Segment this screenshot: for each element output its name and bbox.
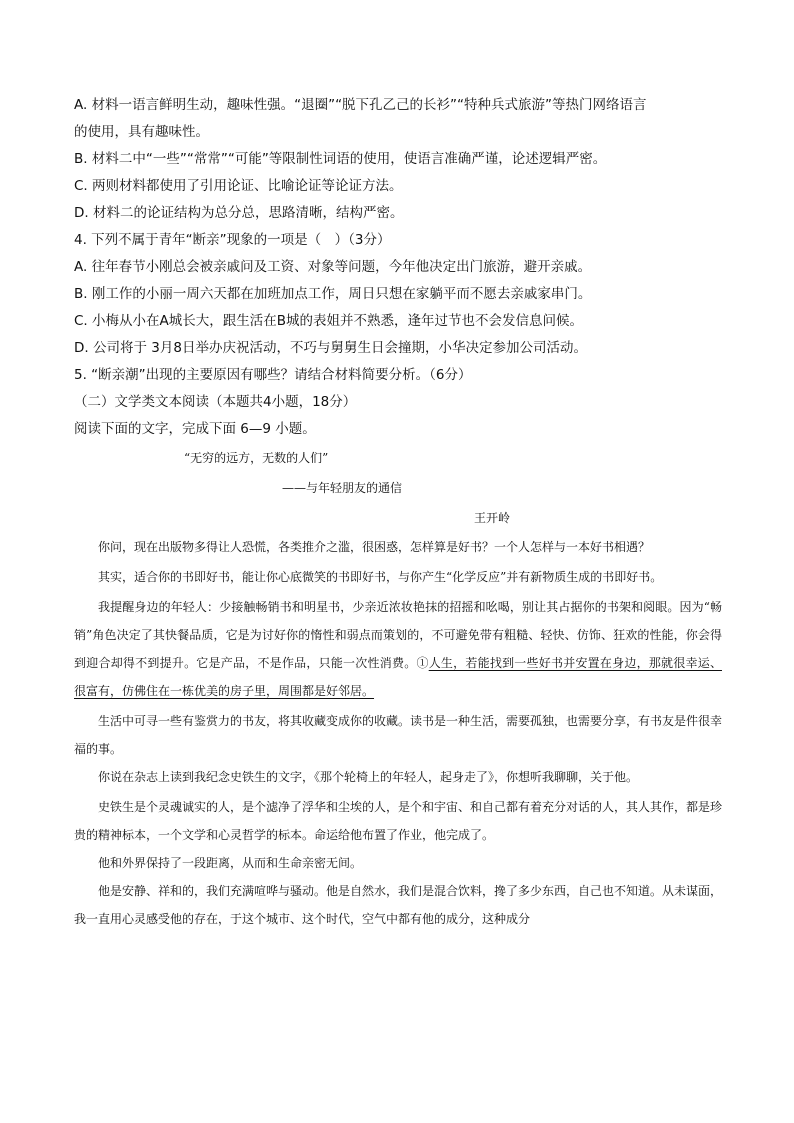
- article-header: [74, 443, 722, 533]
- underlined-sentence: 人生，若能找到一些好书并安置在身边，那就很幸运、很富有，仿佛住在一栋优美的房子里，周围都是好邻居。: [74, 656, 722, 698]
- sentence-marker: ①: [416, 656, 429, 670]
- paragraph-2: 其实，适合你的书即好书，能让你心底微笑的书即好书，与你产生“化学反应”并有新物质生成的书即好书。: [98, 570, 663, 584]
- q3-option-a-line1: A. 材料一语言鲜明生动，趣味性强。“退圈”“脱下孔乙己的长衫”“特种兵式旅游”等热门网络语言: [74, 97, 647, 113]
- q3-option-a-line2: 的使用，具有趣味性。: [74, 124, 209, 140]
- paragraph-6: 史铁生是个灵魂诚实的人，是个滤净了浮华和尘埃的人，是个和宇宙、和自己都有着充分对话的人，其人其作，都是珍贵的精神标本，一个文学和心灵哲学的标本。命运给他布置了作业，他完成了。: [74, 800, 723, 842]
- article-author: 王开岭: [474, 511, 511, 525]
- q5-stem: 5. “断亲潮”出现的主要原因有哪些？请结合材料简要分析。（6分）: [74, 367, 472, 383]
- q4-option-a: A. 往年春节小刚总会被亲戚问及工资、对象等问题，今年他决定出门旅游，避开亲戚。: [74, 259, 592, 275]
- q3-option-d: D. 材料二的论证结构为总分总，思路清晰，结构严密。: [74, 205, 404, 221]
- q3-option-b: B. 材料二中“一些”“常常”“可能”等限制性词语的使用，使语言准确严谨，论述逻辑严密。: [74, 151, 607, 167]
- q3-option-c: C. 两则材料都使用了引用论证、比喻论证等论证方法。: [74, 178, 403, 194]
- article-body: [74, 533, 722, 933]
- paragraph-4: 生活中可寻一些有鉴赏力的书友，将其收藏变成你的收藏。读书是一种生活，需要孤独，也需要分享，有书友是件很幸福的事。: [74, 714, 723, 756]
- article-subtitle: ——与年轻朋友的通信: [282, 481, 403, 495]
- q4-option-d: D. 公司将于 3月8日举办庆祝活动，不巧与舅舅生日会撞期，小华决定参加公司活动。: [74, 340, 587, 356]
- paragraph-5: 你说在杂志上读到我纪念史铁生的文字，《那个轮椅上的年轻人，起身走了》，你想听我聊聊，关于他。: [98, 770, 639, 784]
- q4-option-b: B. 刚工作的小丽一周六天都在加班加点工作，周日只想在家躺平而不愿去亲戚家串门。: [74, 286, 592, 302]
- paragraph-3-text: 我提醒身边的年轻人：少接触畅销书和明星书，少亲近浓妆艳抹的招摇和吆喝，别让其占据你的书架和阅眼。因为“畅销”角色决定了其快餐品质，它是为讨好你的惰性和弱点而策划的，不可避免带有粗糙、轻快、仿饰、狂欢的性能，你会得到迎合却得不到提升。它是产品，不是作品，只能一次性消费。: [74, 600, 722, 670]
- paragraph-3: [74, 593, 722, 705]
- paragraph-8: 他是安静、祥和的，我们充满喧哗与骚动。他是自然水，我们是混合饮料，搀了多少东西，自己也不知道。从未谋面，我一直用心灵感受他的存在，于这个城市、这个时代，空气中都有他的成分，这种成分: [74, 884, 723, 926]
- article-title: “无穷的远方，无数的人们”: [184, 451, 329, 465]
- paragraph-1: 你问，现在出版物多得让人恐慌，各类推介之滥，很困惑，怎样算是好书？一个人怎样与一本好书相遇？: [98, 540, 651, 554]
- paragraph-7: 他和外界保持了一段距离，从而和生命亲密无间。: [98, 856, 363, 870]
- q4-stem: 4. 下列不属于青年“断亲”现象的一项是（ ）（3分）: [74, 232, 391, 248]
- page: [74, 92, 722, 933]
- section-instruction: 阅读下面的文字，完成下面 6—9 小题。: [74, 421, 316, 437]
- q4-option-c: C. 小梅从小在A城长大，跟生活在B城的表姐并不熟悉，逢年过节也不会发信息问候。: [74, 313, 584, 329]
- section-heading: （二）文学类文本阅读（本题共4小题，18分）: [74, 394, 357, 410]
